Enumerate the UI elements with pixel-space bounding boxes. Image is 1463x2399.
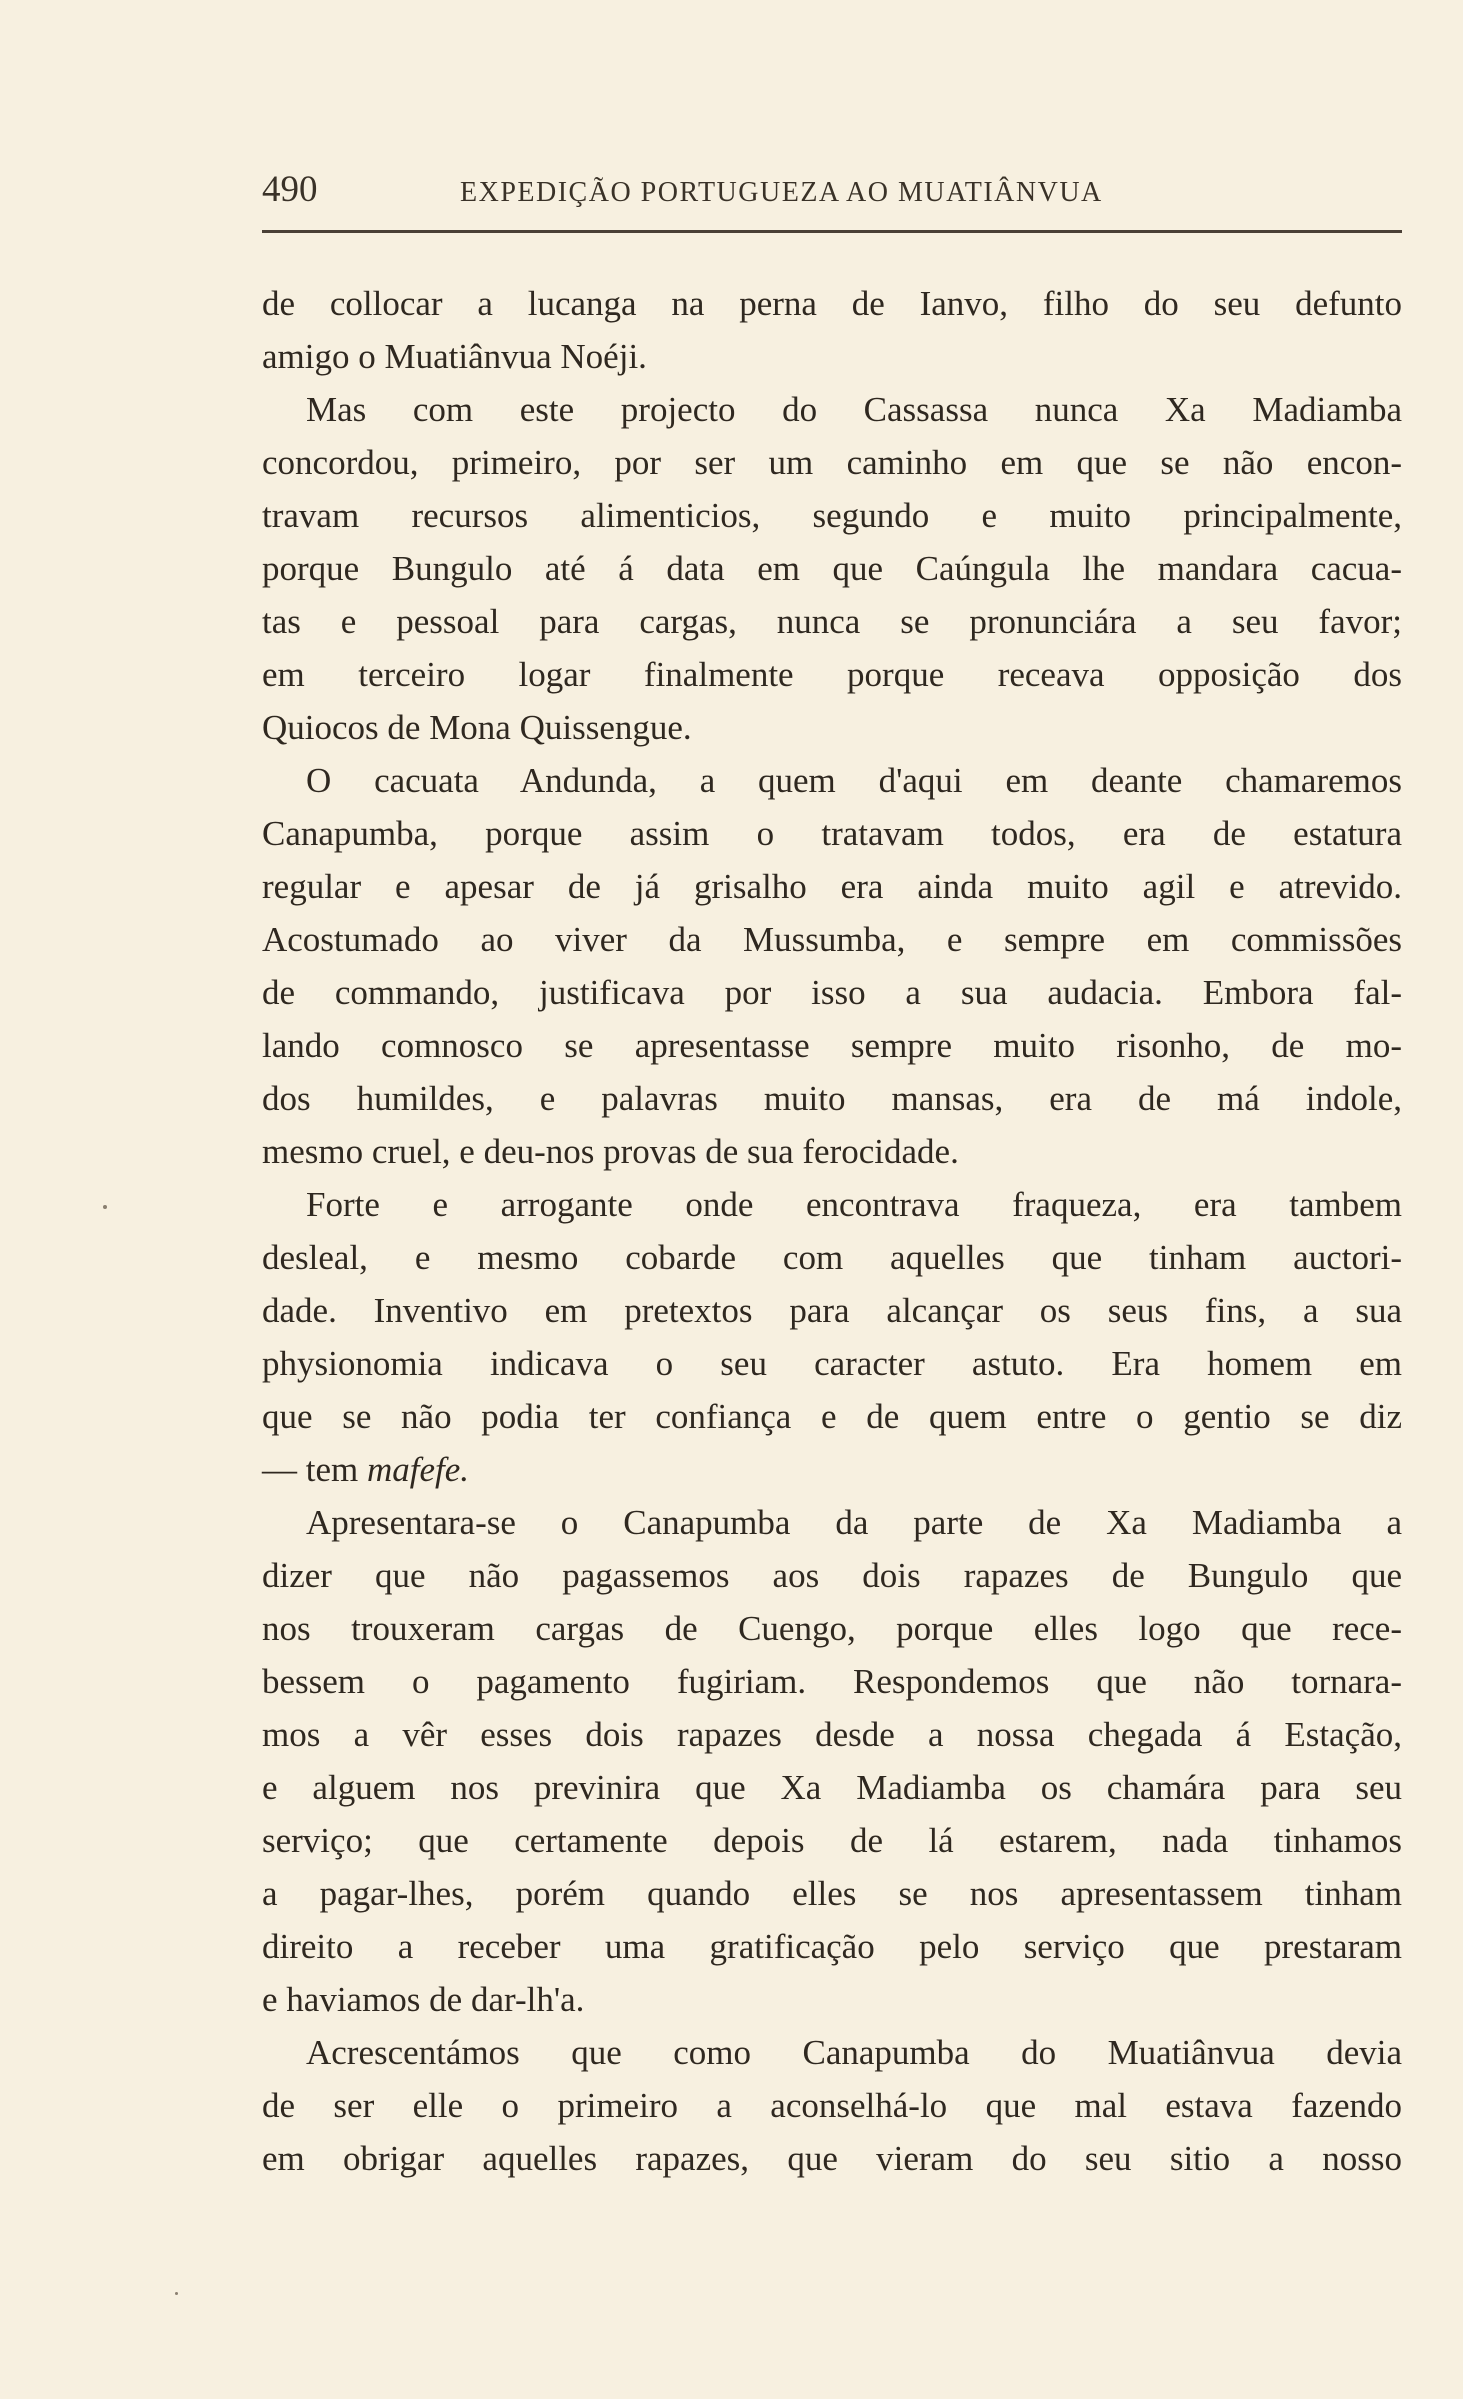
text-line: dos humildes, e palavras muito mansas, era de má indole, — [262, 1079, 1402, 1118]
text-line: tas e pessoal para cargas, nunca se pronunciára a seu favor; — [262, 602, 1402, 641]
text-line: e haviamos de dar-lh'a. — [262, 1980, 585, 2019]
text-line: mos a vêr esses dois rapazes desde a nossa chegada á Estação, — [262, 1715, 1402, 1754]
paper-speck — [175, 2292, 178, 2295]
italic-term: mafefe. — [366, 1450, 470, 1489]
text-line: amigo o Muatiânvua Noéji. — [262, 337, 647, 376]
page-header — [262, 168, 1402, 224]
running-title: EXPEDIÇÃO PORTUGUEZA AO MUATIÂNVUA — [460, 177, 1103, 208]
text-line: mesmo cruel, e deu-nos provas de sua ferocidade. — [262, 1132, 959, 1171]
text-line: Quiocos de Mona Quissengue. — [262, 708, 692, 747]
text-line: e alguem nos previnira que Xa Madiamba os chamára para seu — [262, 1768, 1402, 1807]
text-line: de commando, justificava por isso a sua audacia. Embora fal- — [262, 973, 1402, 1012]
dash-prefix: — tem — [262, 1450, 367, 1489]
text-line: Canapumba, porque assim o tratavam todos, era de estatura — [262, 814, 1402, 853]
text-line: travam recursos alimenticios, segundo e muito principalmente, — [262, 496, 1402, 535]
text-line: que se não podia ter confiança e de quem entre o gentio se diz — [262, 1397, 1402, 1436]
text-line: Acostumado ao viver da Mussumba, e sempre em commissões — [262, 920, 1402, 959]
text-line: dizer que não pagassemos aos dois rapazes de Bungulo que — [262, 1556, 1402, 1595]
text-line: Acrescentámos que como Canapumba do Muatiânvua devia — [306, 2033, 1402, 2072]
page-number: 490 — [262, 169, 318, 210]
text-line: Apresentara-se o Canapumba da parte de Xa Madiamba a — [306, 1503, 1402, 1542]
text-line: a pagar-lhes, porém quando elles se nos apresentassem tinham — [262, 1874, 1402, 1913]
text-line: nos trouxeram cargas de Cuengo, porque elles logo que rece- — [262, 1609, 1402, 1648]
text-line: regular e apesar de já grisalho era ainda muito agil e atrevido. — [262, 867, 1402, 906]
text-line-with-italic — [262, 1443, 1402, 1496]
text-line: em terceiro logar finalmente porque receava opposição dos — [262, 655, 1402, 694]
text-line: physionomia indicava o seu caracter astuto. Era homem em — [262, 1344, 1402, 1383]
text-line: dade. Inventivo em pretextos para alcançar os seus fins, a sua — [262, 1291, 1402, 1330]
text-line: em obrigar aquelles rapazes, que vieram do seu sitio a nosso — [262, 2139, 1402, 2178]
body-text — [262, 277, 1402, 2197]
text-line: Forte e arrogante onde encontrava fraqueza, era tambem — [306, 1185, 1402, 1224]
text-line: porque Bungulo até á data em que Caúngula lhe mandara cacua- — [262, 549, 1402, 588]
text-line: bessem o pagamento fugiriam. Respondemos que não tornara- — [262, 1662, 1402, 1701]
text-line: de collocar a lucanga na perna de Ianvo, filho do seu defunto — [262, 284, 1402, 323]
text-line: de ser elle o primeiro a aconselhá-lo que mal estava fazendo — [262, 2086, 1402, 2125]
text-line: direito a receber uma gratificação pelo serviço que prestaram — [262, 1927, 1402, 1966]
text-line: Mas com este projecto do Cassassa nunca Xa Madiamba — [306, 390, 1402, 429]
text-line: O cacuata Andunda, a quem d'aqui em deante chamaremos — [306, 761, 1402, 800]
text-line: desleal, e mesmo cobarde com aquelles que tinham auctori- — [262, 1238, 1402, 1277]
text-line: concordou, primeiro, por ser um caminho em que se não encon- — [262, 443, 1402, 482]
paper-speck — [103, 1205, 107, 1209]
text-line: lando comnosco se apresentasse sempre muito risonho, de mo- — [262, 1026, 1402, 1065]
text-line: serviço; que certamente depois de lá estarem, nada tinhamos — [262, 1821, 1402, 1860]
header-rule — [262, 230, 1402, 233]
